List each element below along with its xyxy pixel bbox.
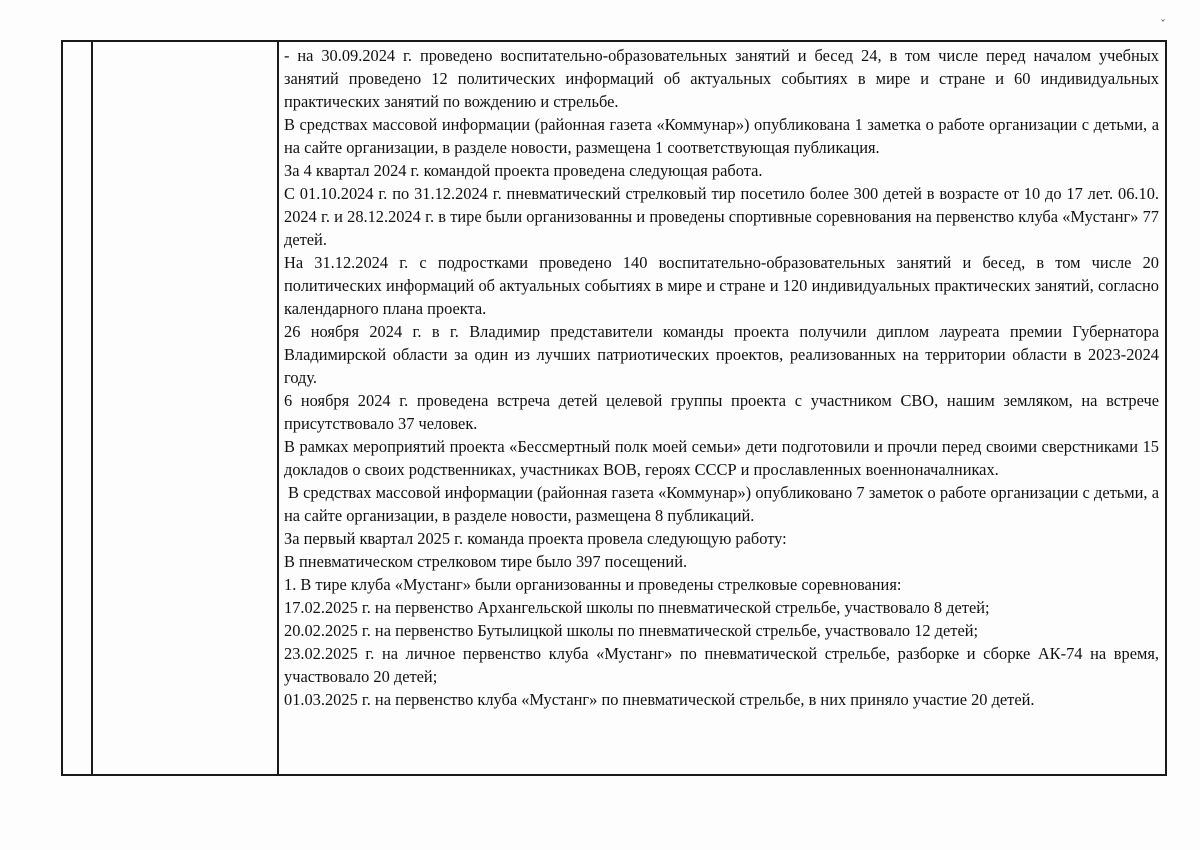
paragraph-3: За 4 квартал 2024 г. командой проекта проведена следующая работа. bbox=[284, 161, 763, 180]
paragraph-16: 01.03.2025 г. на первенство клуба «Мустанг» по пневматической стрельбе, в них приняло участие 20 детей. bbox=[284, 690, 1035, 709]
scan-mark: ˇ bbox=[1160, 18, 1166, 32]
paragraph-13: 17.02.2025 г. на первенство Архангельской школы по пневматической стрельбе, участвовало 8 детей; bbox=[284, 598, 990, 617]
paragraph-9: В средствах массовой информации (районная газета «Коммунар») опубликовано 7 заметок о работе организации с детьми, а на сайте организации, в разделе новости, размещена 8 публикаций. bbox=[284, 483, 1159, 525]
paragraph-4: С 01.10.2024 г. по 31.12.2024 г. пневматический стрелковый тир посетило более 300 детей в возрасте от 10 до 17 лет. 06.10. 2024 г. и 28.12.2024 г. в тире были организованны и проведены спортивные соревнования на первенство клуба «Мустанг» 77 детей. bbox=[284, 184, 1159, 249]
column-divider-1 bbox=[91, 42, 93, 774]
paragraph-11: В пневматическом стрелковом тире было 397 посещений. bbox=[284, 552, 688, 571]
paragraph-1: - на 30.09.2024 г. проведено воспитательно-образовательных занятий и бесед 24, в том числе перед началом учебных занятий проведено 12 политических информаций об актуальных событиях в мире и стране и 60 индивидуальных практических занятий по вождению и стрельбе. bbox=[284, 46, 1159, 111]
column-divider-2 bbox=[277, 42, 279, 774]
paragraph-5: На 31.12.2024 г. с подростками проведено 140 воспитательно-образовательных занятий и бесед, в том числе 20 политических информаций об актуальных событиях в мире и стране и 120 индивидуальных практических занятий, согласно календарного плана проекта. bbox=[284, 253, 1159, 318]
paragraph-8: В рамках мероприятий проекта «Бессмертный полк моей семьи» дети подготовили и прочли перед своими сверстниками 15 докладов о своих родственниках, участниках ВОВ, героях СССР и прославленных военноначалниках. bbox=[284, 437, 1159, 479]
paragraph-10: За первый квартал 2025 г. команда проекта провела следующую работу: bbox=[284, 529, 787, 548]
paragraph-15: 23.02.2025 г. на личное первенство клуба «Мустанг» по пневматической стрельбе, разборке и сборке АК-74 на время, участвовало 20 детей; bbox=[284, 644, 1159, 686]
paragraph-14: 20.02.2025 г. на первенство Бутылицкой школы по пневматической стрельбе, участвовало 12 детей; bbox=[284, 621, 979, 640]
paragraph-6: 26 ноября 2024 г. в г. Владимир представители команды проекта получили диплом лауреата премии Губернатора Владимирской области за один из лучших патриотических проектов, реализованных на территории области в 2023-2024 году. bbox=[284, 322, 1159, 387]
report-table bbox=[61, 40, 1167, 776]
paragraph-7: 6 ноября 2024 г. проведена встреча детей целевой группы проекта с участником СВО, нашим земляком, на встрече присутствовало 37 человек. bbox=[284, 391, 1159, 433]
report-cell-text bbox=[284, 44, 1159, 711]
paragraph-2: В средствах массовой информации (районная газета «Коммунар») опубликована 1 заметка о работе организации с детьми, а на сайте организации, в разделе новости, размещена 1 соответствующая публикация. bbox=[284, 115, 1159, 157]
paragraph-12: 1. В тире клуба «Мустанг» были организованны и проведены стрелковые соревнования: bbox=[284, 575, 902, 594]
